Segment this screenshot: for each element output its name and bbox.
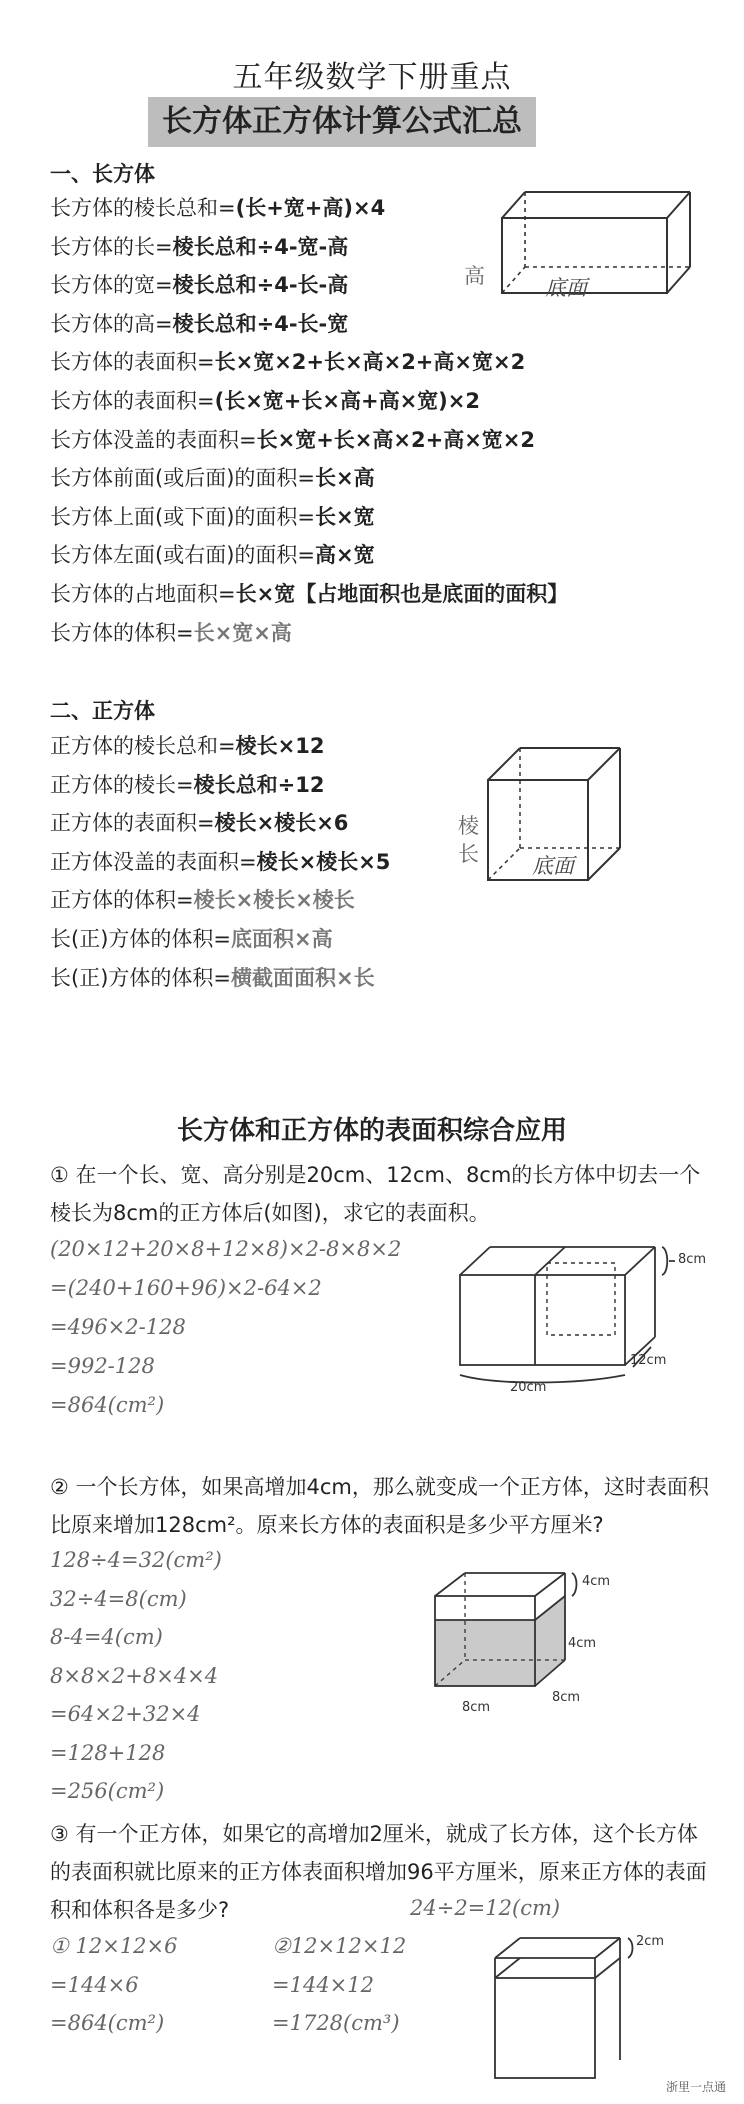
cuboid-base-label: 底面: [545, 276, 587, 300]
problem1-length-label: 20cm: [510, 1380, 547, 1395]
formula-row: [50, 809, 348, 837]
solution-step: =864(cm²): [50, 2011, 165, 2035]
solution-step: =(240+160+96)×2-64×2: [50, 1276, 322, 1300]
formula-value: 长×宽+长×高×2+高×宽×2: [256, 427, 536, 452]
problem3-figure: [490, 1930, 650, 2080]
formula-value: 长×高: [314, 466, 375, 491]
solution-step: 8-4=4(cm): [50, 1625, 163, 1649]
problem1-figure: [455, 1235, 705, 1395]
solution-step: (20×12+20×8+12×8)×2-8×8×2: [50, 1237, 402, 1261]
formula-label: 长方体的棱长总和=: [50, 196, 236, 220]
solution-step: =144×6: [50, 1972, 139, 1997]
formula-label: 正方体的体积=: [50, 888, 194, 913]
solution-step: ②12×12×12: [272, 1934, 407, 1958]
solution-step: =64×2+32×4: [50, 1702, 201, 1726]
formula-label: 长方体的宽=: [50, 273, 173, 298]
problem2-added-label: 4cm: [582, 1574, 611, 1589]
formula-label: 长方体左面(或右面)的面积=: [50, 543, 315, 568]
formula-value: 棱长×棱长×棱长: [193, 888, 355, 913]
formula-row: [50, 310, 348, 338]
formula-row: [50, 619, 292, 647]
footer-watermark: 浙里一点通: [665, 2080, 726, 2094]
problem1-text: ① 在一个长、宽、高分别是20cm、12cm、8cm的长方体中切去一个棱长为8cm的正方体后(如图)，求它的表面积。: [50, 1163, 701, 1225]
formula-row: [50, 771, 324, 799]
formula-row: [50, 886, 355, 914]
formula-label: 长方体的表面积=: [50, 389, 215, 413]
cube-edge-label: 棱长: [458, 814, 479, 866]
problem3-text: ③ 有一个正方体，如果它的高增加2厘米，就成了长方体，这个长方体的表面积就比原来的正方体表面积增加96平方厘米，原来正方体的表面积和体积各是多少?: [50, 1822, 707, 1922]
formula-value: (长+宽+高)×4: [235, 196, 386, 220]
formula-row: [50, 964, 375, 992]
formula-label: 长方体的占地面积=: [50, 582, 236, 606]
formula-value: 棱长×棱长×5: [256, 849, 391, 874]
formula-row: [50, 194, 385, 222]
formula-label: 长(正)方体的体积=: [50, 927, 231, 951]
solution-step: 128÷4=32(cm²): [50, 1548, 222, 1572]
solution-step: =144×12: [272, 1972, 374, 1997]
formula-row: [50, 271, 348, 299]
formula-label: 长方体前面(或后面)的面积=: [50, 466, 315, 491]
problem2-width-label: 8cm: [552, 1690, 581, 1705]
problem1-width-label: 12cm: [630, 1353, 667, 1368]
solution-step: =496×2-128: [50, 1315, 186, 1339]
formula-label: 正方体的棱长=: [50, 772, 194, 797]
formula-label: 长方体上面(或下面)的面积=: [50, 504, 315, 529]
problem3-first-step: 24÷2=12(cm): [410, 1896, 561, 1920]
problem2-height-label: 4cm: [568, 1636, 597, 1651]
formula-label: 正方体的棱长总和=: [50, 734, 236, 758]
formula-value: 横截面面积×长: [230, 965, 375, 990]
formula-value: 长×宽×高: [193, 620, 292, 645]
formula-row: [50, 848, 390, 876]
solution-step: =128+128: [50, 1740, 166, 1765]
formula-value: 棱长总和÷4-长-宽: [172, 311, 349, 336]
formula-label: 长(正)方体的体积=: [50, 965, 231, 990]
problem1-height-label: 8cm: [678, 1252, 707, 1267]
formula-value: 棱长×12: [235, 734, 325, 758]
solution-step: 32÷4=8(cm): [50, 1586, 187, 1611]
formula-value: 长×宽×2+长×高×2+高×宽×2: [214, 350, 526, 375]
formula-label: 长方体的体积=: [50, 620, 194, 645]
page-title: 五年级数学下册重点: [232, 60, 512, 95]
formula-label: 长方体的长=: [50, 234, 173, 259]
formula-row: [50, 348, 525, 376]
formula-row: [50, 426, 535, 454]
formula-row: [50, 580, 568, 608]
formula-row: [50, 732, 324, 760]
problem3-added-label: 2cm: [636, 1934, 665, 1949]
formula-value: 高×宽: [314, 543, 375, 568]
formula-row: [50, 503, 375, 531]
cuboid-height-label: 高: [464, 264, 485, 288]
formula-row: [50, 925, 333, 953]
formula-label: 长方体的高=: [50, 311, 173, 336]
cube-base-label: 底面: [532, 854, 574, 878]
formula-value: 底面积×高: [230, 927, 333, 951]
formula-value: 棱长总和÷4-长-高: [172, 273, 349, 298]
formula-row: [50, 541, 375, 569]
solution-step: =1728(cm³): [272, 2011, 400, 2035]
formula-value: 棱长总和÷4-宽-高: [172, 234, 349, 259]
solution-step: =864(cm²): [50, 1393, 165, 1417]
problem2-length-label: 8cm: [462, 1700, 491, 1715]
problem2-text: ② 一个长方体，如果高增加4cm，那么就变成一个正方体，这时表面积比原来增加128cm²。原来长方体的表面积是多少平方厘米?: [50, 1475, 709, 1537]
solution-step: =256(cm²): [50, 1779, 165, 1803]
formula-value: 长×宽: [314, 504, 375, 529]
formula-label: 正方体的表面积=: [50, 811, 215, 836]
page-subtitle: 长方体正方体计算公式汇总: [148, 97, 536, 147]
formula-value: (长×宽+长×高+高×宽)×2: [214, 389, 480, 413]
formula-label: 长方体的表面积=: [50, 350, 215, 375]
formula-label: 长方体没盖的表面积=: [50, 427, 257, 452]
formula-value: 棱长×棱长×6: [214, 811, 349, 836]
cube-heading: 二、正方体: [50, 699, 155, 723]
solution-step: =992-128: [50, 1354, 155, 1378]
formula-label: 正方体没盖的表面积=: [50, 849, 257, 874]
formula-row: [50, 233, 348, 261]
solution-step: ① 12×12×6: [50, 1934, 178, 1958]
formula-value: 长×宽【占地面积也是底面的面积】: [235, 582, 569, 606]
application-heading: 长方体和正方体的表面积综合应用: [176, 1116, 567, 1146]
formula-value: 棱长总和÷12: [193, 772, 325, 797]
solution-step: 8×8×2+8×4×4: [50, 1663, 219, 1688]
formula-row: [50, 464, 375, 492]
formula-row: [50, 387, 480, 415]
cuboid-heading: 一、长方体: [50, 162, 155, 186]
